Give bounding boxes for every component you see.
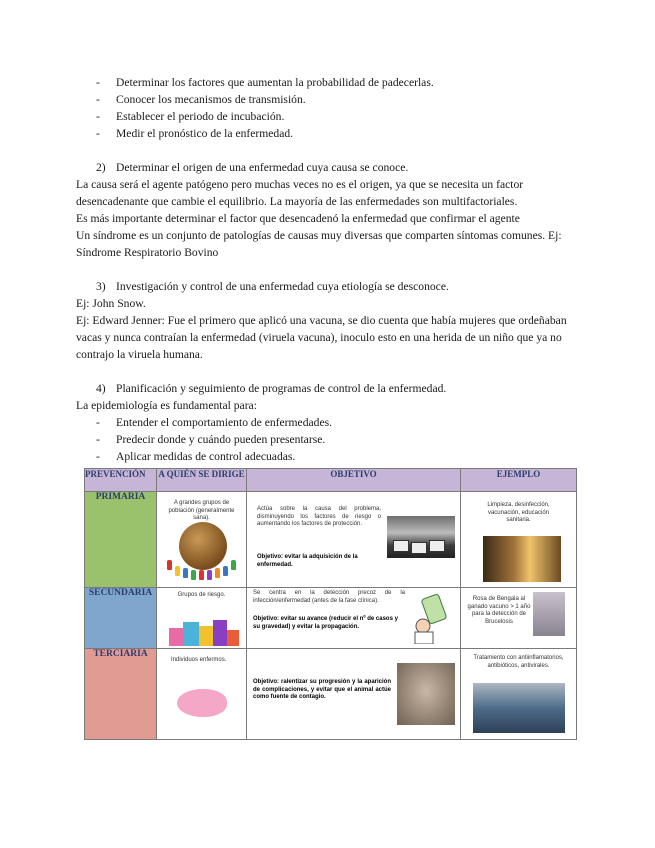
disinfection-photo <box>483 536 561 582</box>
objective-cell <box>247 588 461 649</box>
paragraph: Un síndrome es un conjunto de patologías de causas muy diversas que comparten síntomas comunes. Ej: Síndrome Respiratorio Bovino <box>76 229 562 259</box>
header-prevencion: PREVENCIÓN <box>85 469 157 492</box>
sick-sheep-photo <box>397 663 455 725</box>
list-item: - Determinar los factores que aumentan la probabilidad de padecerlas. <box>76 74 581 91</box>
section-number: 4) <box>96 382 106 395</box>
bullet-list-epidemiology <box>76 414 581 465</box>
doctor-microscope-illustration <box>411 592 455 644</box>
objective-text: Actúa sobre la causa del problema, disminuyendo los factores de riesgo o aumentando los factores de protección. <box>257 506 381 527</box>
target-cell <box>157 588 247 649</box>
houses-illustration <box>165 608 241 646</box>
objective-bold-text: Objetivo: ralentizar su progresión y la aparición de complicaciones, y evitar que el animal actúe como fuente de contagio. <box>253 679 391 700</box>
table-row <box>85 492 577 588</box>
list-item: - Medir el pronóstico de la enfermedad. <box>76 125 581 142</box>
level-primaria: PRIMARIA <box>85 492 157 588</box>
section-number: 2) <box>96 161 106 174</box>
prevention-table-figure <box>84 468 576 737</box>
example-text: Tratamiento con antiinflamatorios, antibióticos, antivirales. <box>473 655 564 669</box>
objective-cell <box>247 492 461 588</box>
paragraph: Ej: John Snow. <box>76 297 146 310</box>
table-row <box>85 588 577 649</box>
paragraph: Es más importante determinar el factor que desencadenó la enfermedad que confirmar el agente <box>76 212 520 225</box>
target-text: Individuos enfermos. <box>171 657 227 663</box>
section-heading-text: Investigación y control de una enfermedad cuya etiología se desconoce. <box>116 280 449 293</box>
section-heading-text: Determinar el origen de una enfermedad cuya causa se conoce. <box>116 161 409 174</box>
section-heading-text: Planificación y seguimiento de programas de control de la enfermedad. <box>116 382 447 395</box>
section-heading-4 <box>76 380 581 397</box>
example-text: Rosa de Bengala al ganado vacuno > 1 año para la detección de Brucelosis <box>467 596 531 625</box>
section-heading-2 <box>76 159 581 176</box>
prevention-table <box>84 468 577 740</box>
paragraph: La causa será el agente patógeno pero muchas veces no es el origen, ya que se necesita un factor desencadenante que cambie el equilibrio. La mayoría de las enfermedades son multifactoriales. <box>76 178 524 208</box>
objective-text: Se centra en la detección precoz de la infección/enfermedad (antes de la fase clínica). <box>253 590 405 604</box>
section-number: 3) <box>96 280 106 293</box>
people-illustration <box>165 554 241 580</box>
objective-bold-text: Objetivo: evitar la adquisición de la enfermedad. <box>257 554 358 568</box>
table-row <box>85 649 577 740</box>
target-text: A grandes grupos de población (generalmente sana). <box>168 500 235 521</box>
level-secundaria: SECUNDARIA <box>85 588 157 649</box>
test-sample-photo <box>533 592 565 636</box>
target-text: Grupos de riesgo. <box>177 592 226 598</box>
document-body <box>76 74 581 465</box>
example-text: Limpieza, desinfección, vacunación, educación sanitaria. <box>487 502 550 523</box>
objective-bold-text: Objetivo: evitar su avance (reducir el nº de casos y su gravedad) y evitar la propagación. <box>253 616 398 630</box>
target-cell <box>157 492 247 588</box>
target-cell <box>157 649 247 740</box>
header-objective: OBJETIVO <box>247 469 461 492</box>
list-item: - Aplicar medidas de control adecuadas. <box>76 448 581 465</box>
list-item: - Conocer los mecanismos de transmisión. <box>76 91 581 108</box>
header-target: A QUIÉN SE DIRIGE <box>157 469 247 492</box>
paragraph: La epidemiología es fundamental para: <box>76 399 257 412</box>
sick-pig-illustration <box>177 689 227 717</box>
paragraph: Ej: Edward Jenner: Fue el primero que aplicó una vacuna, se dio cuenta que había mujeres que ordeñaban vacas y nunca contraían la enfermedad (viruela vacuna), inoculo esto en una herida de un niño que ya no contrajo la viruela humana. <box>76 314 567 361</box>
bullet-list-objectives <box>76 74 581 142</box>
list-item: - Entender el comportamiento de enfermedades. <box>76 414 581 431</box>
header-example: EJEMPLO <box>461 469 577 492</box>
example-cell <box>461 588 577 649</box>
section-heading-3 <box>76 278 581 295</box>
level-terciaria: TERCIARIA <box>85 649 157 740</box>
example-cell <box>461 649 577 740</box>
objective-cell <box>247 649 461 740</box>
example-cell <box>461 492 577 588</box>
cows-barn-photo <box>387 516 455 558</box>
list-item: - Predecir donde y cuándo pueden presentarse. <box>76 431 581 448</box>
list-item: - Establecer el periodo de incubación. <box>76 108 581 125</box>
medicines-photo <box>473 683 565 733</box>
